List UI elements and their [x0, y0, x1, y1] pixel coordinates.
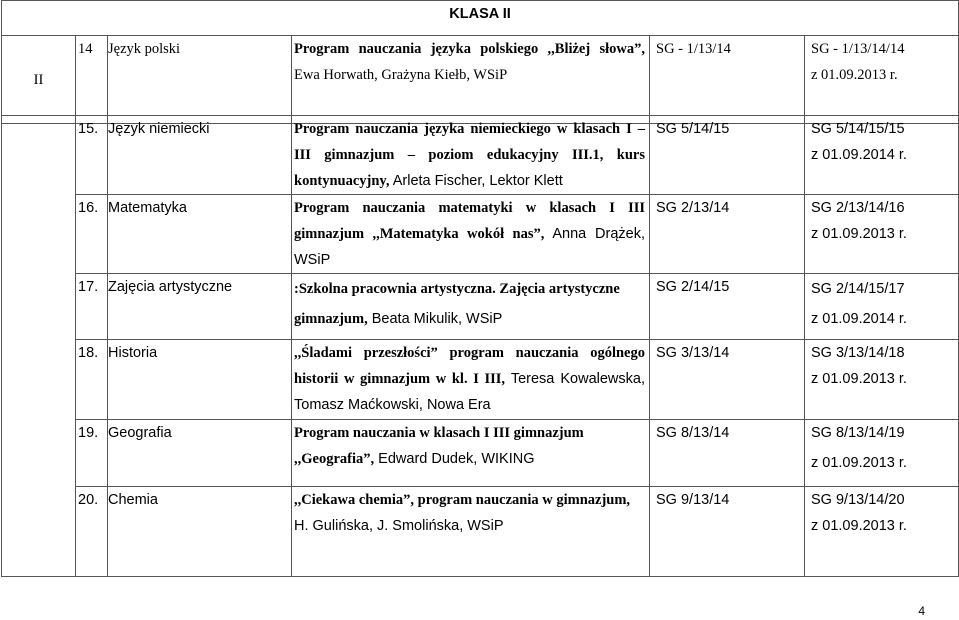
- table-row: [2, 487, 959, 577]
- sg-school-number: SG 3/13/14/18: [811, 345, 905, 361]
- program-line: ,,Ciekawa chemia”, program nauczania w gimnazjum,: [294, 492, 631, 508]
- subject-name: Matematyka: [108, 195, 292, 274]
- sg-school-cell: [805, 420, 959, 487]
- program-plain: Arleta Fischer, Lektor Klett: [389, 173, 563, 189]
- program-line: ,,Śladami przeszłości” program nauczania ogólnego: [294, 345, 645, 361]
- program-description: [292, 116, 650, 195]
- approval-date: z 01.09.2013 r.: [811, 455, 907, 471]
- sg-school-cell: [805, 36, 959, 124]
- sg-school-cell: [805, 487, 959, 577]
- table-row: [2, 340, 959, 420]
- table-row: [2, 116, 959, 195]
- program-bold: ,,Geografia”,: [294, 451, 375, 467]
- curriculum-table-body: [1, 115, 959, 577]
- sg-school-cell: [805, 340, 959, 420]
- row-number: 18.: [76, 340, 108, 420]
- table-title: KLASA II: [2, 1, 959, 36]
- sg-school-number: SG 2/13/14/16: [811, 200, 905, 216]
- program-line: Program nauczania języka polskiego ,,Bliżej słowa”,: [294, 41, 645, 57]
- sg-number: SG 5/14/15: [650, 116, 805, 195]
- program-bold: gimnazjum,: [294, 311, 368, 327]
- program-description: [292, 195, 650, 274]
- sg-school-cell: [805, 195, 959, 274]
- program-bold: historii w gimnazjum w kl. I III,: [294, 371, 506, 387]
- approval-date: z 01.09.2014 r.: [811, 311, 907, 327]
- sg-number: SG 3/13/14: [650, 340, 805, 420]
- sg-school-cell: [805, 116, 959, 195]
- sg-school-number: SG - 1/13/14/14: [811, 41, 905, 57]
- class-label: II: [2, 36, 76, 124]
- subject-name: Język polski: [108, 36, 292, 124]
- table-row: [2, 420, 959, 487]
- sg-number: SG 9/13/14: [650, 487, 805, 577]
- program-line: Ewa Horwath, Grażyna Kiełb, WSiP: [294, 67, 508, 83]
- program-description: [292, 274, 650, 340]
- header-row: [2, 1, 959, 36]
- curriculum-table: [1, 0, 959, 124]
- approval-date: z 01.09.2013 r.: [811, 67, 898, 83]
- program-plain: Beata Mikulik, WSiP: [367, 311, 503, 327]
- sg-school-number: SG 8/13/14/19: [811, 425, 905, 441]
- table-row: [2, 195, 959, 274]
- program-line: [294, 221, 645, 247]
- table-row: [2, 274, 959, 340]
- program-plain: Edward Dudek, WIKING: [374, 451, 535, 467]
- program-description: [292, 36, 650, 124]
- row-number: 19.: [76, 420, 108, 487]
- row-number: 15.: [76, 116, 108, 195]
- sg-number: SG - 1/13/14: [650, 36, 805, 124]
- program-line: Program nauczania matematyki w klasach I III: [294, 200, 645, 216]
- subject-name: Zajęcia artystyczne: [108, 274, 292, 340]
- sg-school-cell: [805, 274, 959, 340]
- sg-school-number: SG 9/13/14/20: [811, 492, 905, 508]
- row-number: 17.: [76, 274, 108, 340]
- row-number: 20.: [76, 487, 108, 577]
- approval-date: z 01.09.2013 r.: [811, 518, 907, 534]
- approval-date: z 01.09.2013 r.: [811, 226, 907, 242]
- page-number: 4: [918, 604, 925, 618]
- approval-date: z 01.09.2013 r.: [811, 371, 907, 387]
- program-plain: Teresa Kowalewska,: [505, 371, 645, 387]
- program-line: [294, 446, 645, 472]
- row-number: 14: [76, 36, 108, 124]
- program-line: WSiP: [294, 252, 331, 268]
- sg-school-number: SG 5/14/15/15: [811, 121, 905, 137]
- sg-number: SG 8/13/14: [650, 420, 805, 487]
- sg-number: SG 2/14/15: [650, 274, 805, 340]
- program-line: H. Gulińska, J. Smolińska, WSiP: [294, 518, 504, 534]
- sg-school-number: SG 2/14/15/17: [811, 281, 905, 297]
- subject-name: Geografia: [108, 420, 292, 487]
- approval-date: z 01.09.2014 r.: [811, 147, 907, 163]
- class-spacer: [2, 116, 76, 577]
- program-description: [292, 420, 650, 487]
- table-row: [2, 36, 959, 124]
- subject-name: Historia: [108, 340, 292, 420]
- program-line: [294, 366, 645, 392]
- program-line: Program nauczania w klasach I III gimnazjum: [294, 425, 584, 441]
- program-description: [292, 340, 650, 420]
- subject-name: Język niemiecki: [108, 116, 292, 195]
- program-line: Program nauczania języka niemieckiego w klasach I –: [294, 121, 645, 137]
- program-line: III gimnazjum – poziom edukacyjny III.1, kurs: [294, 147, 645, 163]
- sg-number: SG 2/13/14: [650, 195, 805, 274]
- program-line: [294, 304, 645, 334]
- program-plain: Anna Drążek,: [544, 226, 645, 242]
- program-line: :Szkolna pracownia artystyczna. Zajęcia artystyczne: [294, 281, 620, 297]
- program-bold: gimnazjum ,,Matematyka wokół nas”,: [294, 226, 545, 242]
- program-description: [292, 487, 650, 577]
- subject-name: Chemia: [108, 487, 292, 577]
- program-bold: kontynuacyjny,: [294, 173, 390, 189]
- program-line: [294, 168, 645, 194]
- program-line: Tomasz Maćkowski, Nowa Era: [294, 397, 491, 413]
- row-number: 16.: [76, 195, 108, 274]
